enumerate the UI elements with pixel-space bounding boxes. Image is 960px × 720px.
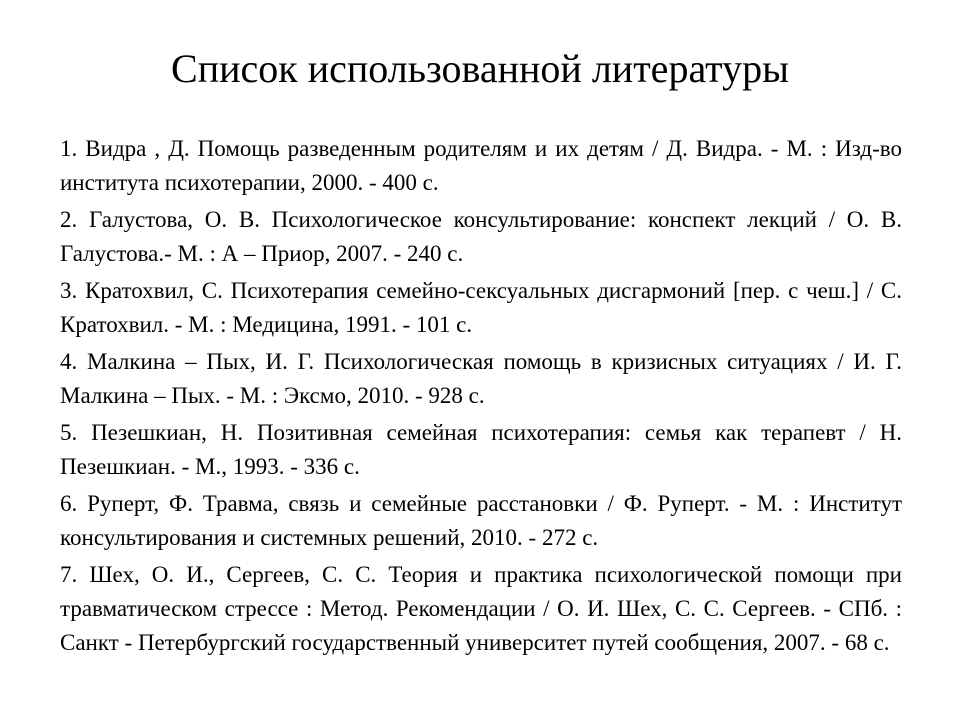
slide-title: Список использованной литературы: [171, 46, 789, 91]
reference-item: 1. Видра , Д. Помощь разведенным родителям и их детям / Д. Видра. - М. : Изд-во института психотерапии, 2000. - 400 с.: [60, 136, 902, 195]
reference-item: 6. Руперт, Ф. Травма, связь и семейные расстановки / Ф. Руперт. - М. : Институт консультирования и системных решений, 2010. - 272 с.: [60, 491, 902, 550]
reference-item: 7. Шех, О. И., Сергеев, С. С. Теория и практика психологической помощи при травматическом стрессе : Метод. Рекомендации / О. И. Шех, С. С. Сергеев. - СПб. : Санкт - Петербургский государственный университет путей сообщения, 2007. - 68 с.: [60, 562, 902, 655]
reference-item: 4. Малкина – Пых, И. Г. Психологическая помощь в кризисных ситуациях / И. Г. Малкина – Пых. - М. : Эксмо, 2010. - 928 с.: [60, 349, 902, 408]
reference-item: 5. Пезешкиан, Н. Позитивная семейная психотерапия: семья как терапевт / Н. Пезешкиан. - М., 1993. - 336 с.: [60, 420, 902, 479]
reference-item: 3. Кратохвил, С. Психотерапия семейно-сексуальных дисгармоний [пер. с чеш.] / С. Кратохвил. - М. : Медицина, 1991. - 101 с.: [60, 278, 902, 337]
reference-item: 2. Галустова, О. В. Психологическое консультирование: конспект лекций / О. В. Галустова.- М. : А – Приор, 2007. - 240 с.: [60, 207, 902, 266]
reference-list: [60, 132, 902, 663]
